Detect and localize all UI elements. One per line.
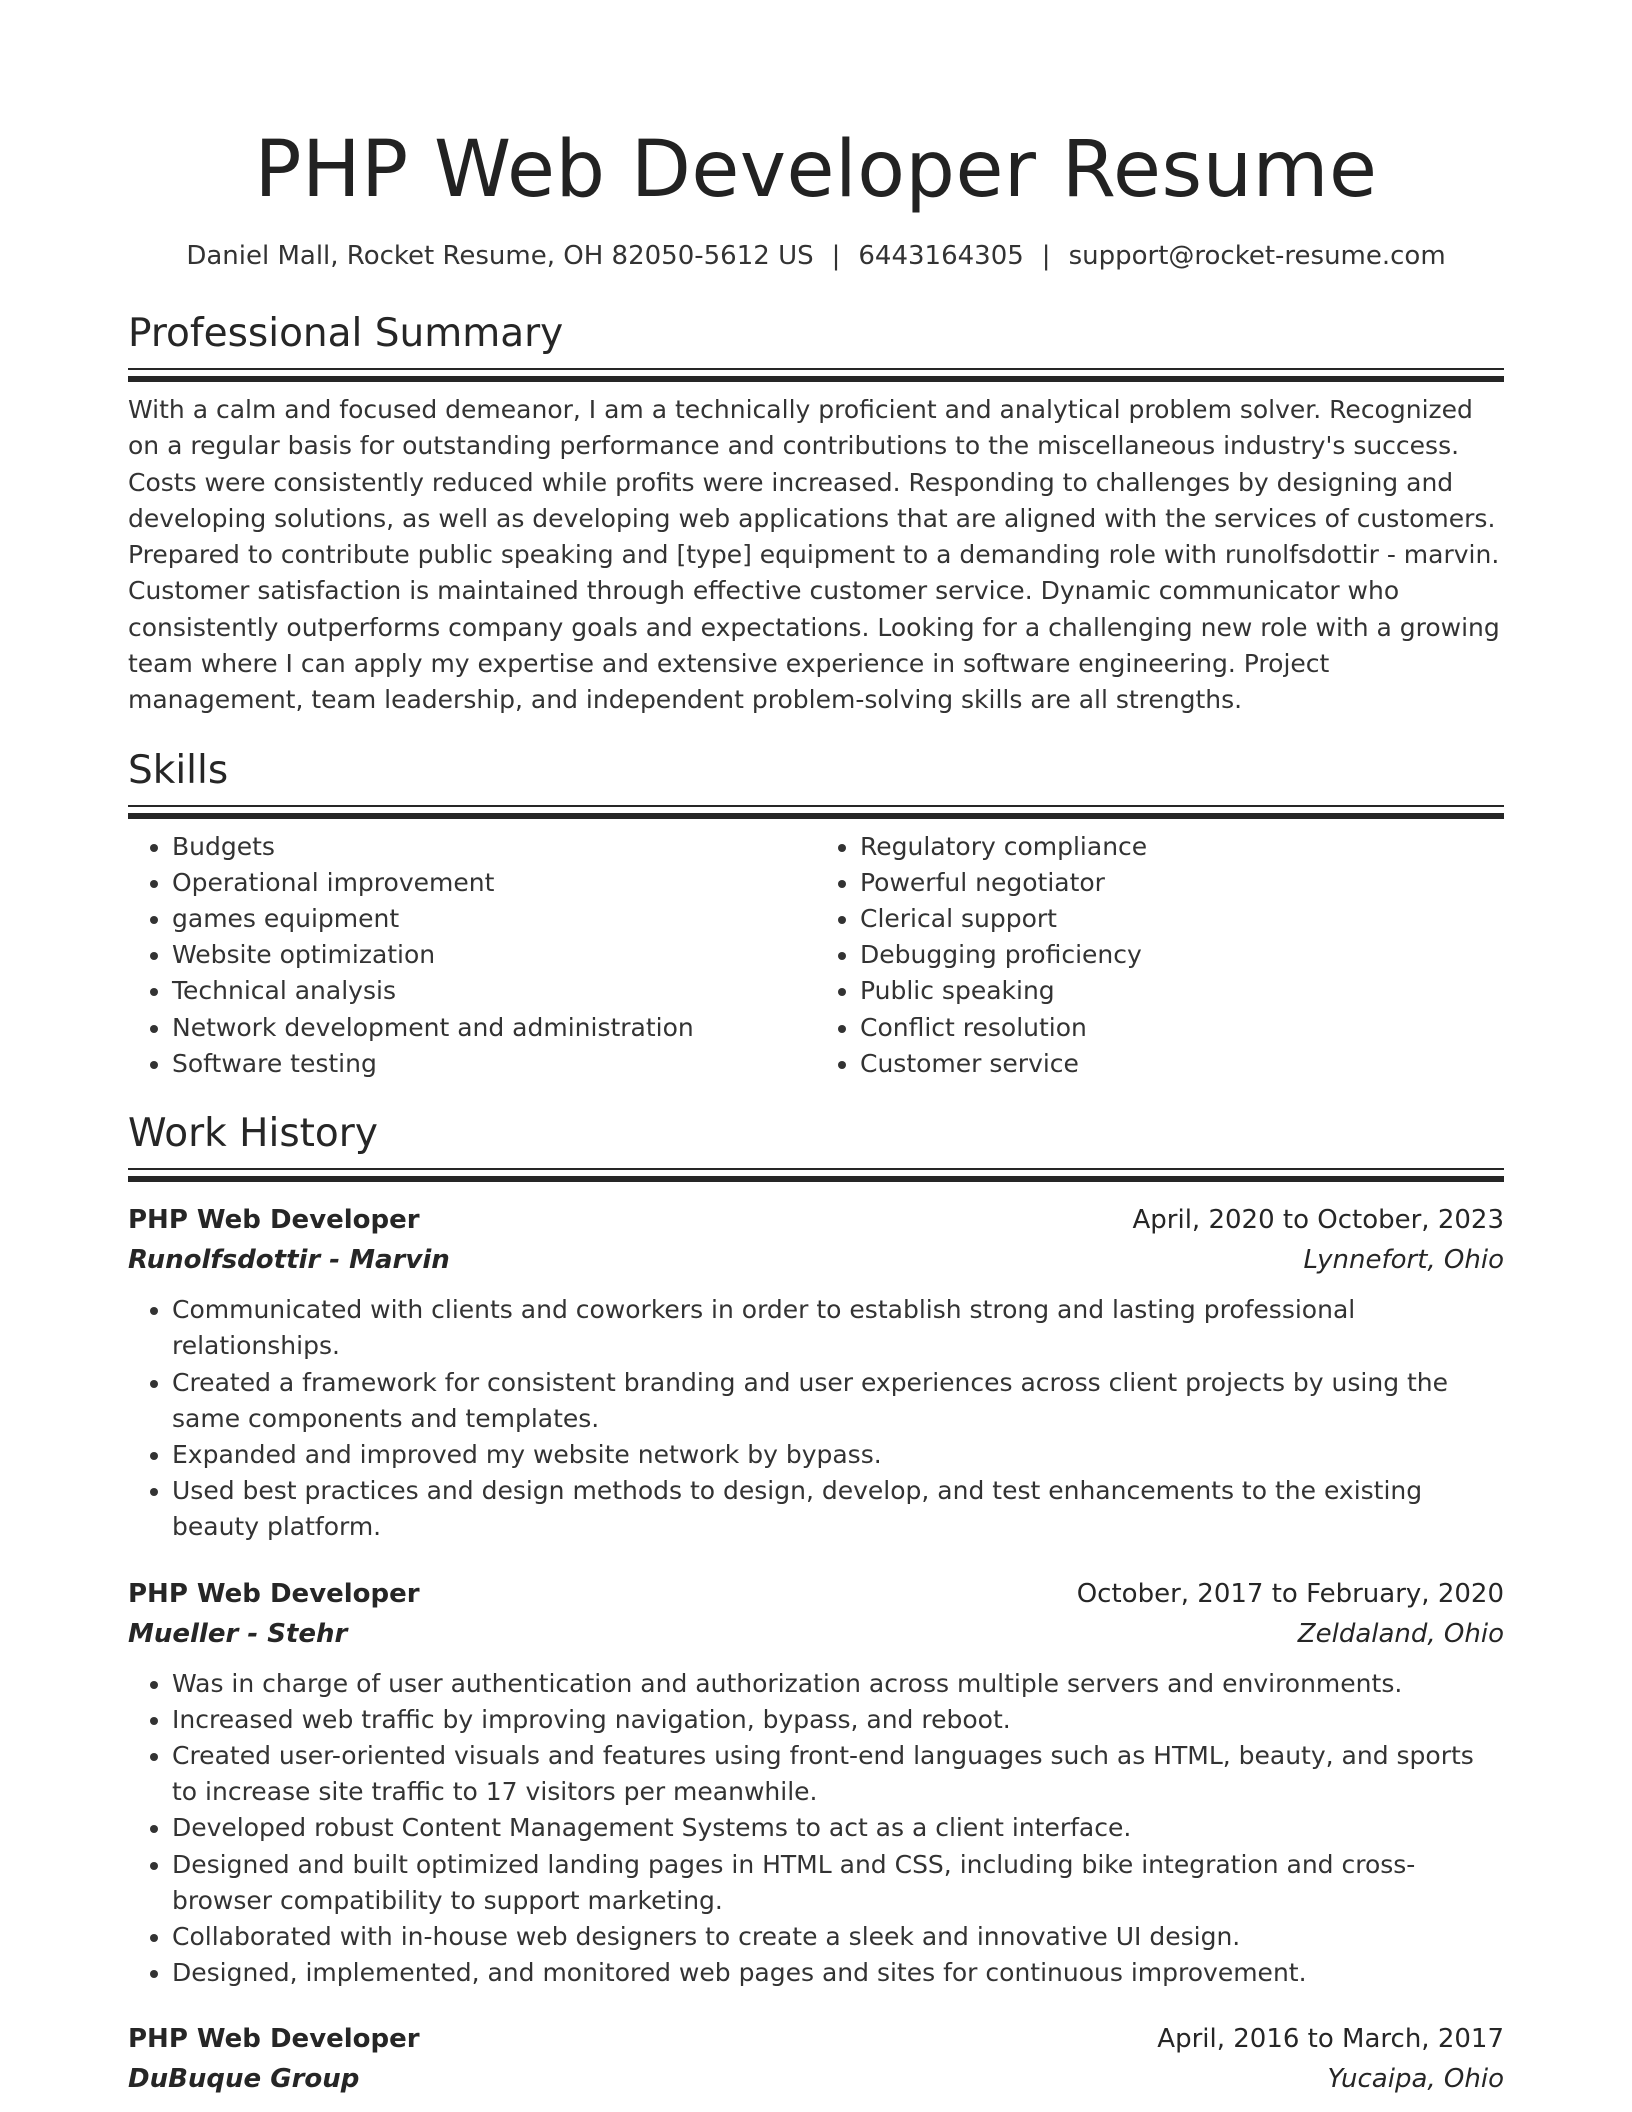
contact-email: support@rocket-resume.com bbox=[1068, 241, 1446, 271]
section-title-skills: Skills bbox=[128, 747, 229, 793]
job-header-row bbox=[128, 1574, 1504, 1614]
skills-list-left bbox=[128, 829, 816, 1082]
skill-item: • Conflict resolution bbox=[860, 1010, 1504, 1046]
work-section bbox=[128, 1110, 1504, 2099]
job-title: PHP Web Developer bbox=[128, 1205, 420, 1236]
summary-text: With a calm and focused demeanor, I am a technically proficient and analytical problem solver. Recognized on a regular basis for outstanding performance and contributions to the miscellaneous industry's success. Costs were consistently reduced while profits were increased. Responding to challenges by designing and developing solutions, as well as developing web applications that are aligned with the services of customers. Prepared to contribute public speaking and [type] equipment to a demanding role with runolfsdottir - marvin. Customer satisfaction is maintained through effective customer service. Dynamic communicator who consistently outperforms company goals and expectations. Looking for a challenging new role with a growing team where I can apply my expertise and extensive experience in software engineering. Project management, team leadership, and independent problem-solving skills are all strengths. bbox=[128, 395, 1500, 715]
skill-item: • Website optimization bbox=[172, 937, 816, 973]
job-company: Mueller - Stehr bbox=[128, 1618, 348, 1649]
section-title-work: Work History bbox=[128, 1111, 378, 1157]
job-dates: April, 2020 to October, 2023 bbox=[1132, 1205, 1504, 1236]
job-entry bbox=[128, 2019, 1504, 2099]
job-bullets bbox=[128, 1292, 1504, 1545]
job-bullet: • Used best practices and design methods to design, develop, and test enhancements to the existing beauty platform. bbox=[172, 1473, 1504, 1545]
skills-section bbox=[128, 747, 1504, 1082]
skill-item: • Clerical support bbox=[860, 901, 1504, 937]
job-dates: April, 2016 to March, 2017 bbox=[1157, 2024, 1504, 2055]
skill-item: • Software testing bbox=[172, 1046, 816, 1082]
job-entry bbox=[128, 1200, 1504, 1545]
skill-item: • games equipment bbox=[172, 901, 816, 937]
job-bullet: • Collaborated with in-house web designers to create a sleek and innovative UI design. bbox=[172, 1919, 1504, 1955]
job-subheader-row bbox=[128, 2059, 1504, 2099]
resume-title: PHP Web Developer Resume bbox=[254, 125, 1378, 215]
job-company: Runolfsdottir - Marvin bbox=[128, 1245, 450, 1276]
job-title: PHP Web Developer bbox=[128, 1578, 420, 1609]
job-bullet: • Developed robust Content Management Systems to act as a client interface. bbox=[172, 1810, 1504, 1846]
skill-item: • Operational improvement bbox=[172, 865, 816, 901]
job-title: PHP Web Developer bbox=[128, 2024, 420, 2055]
skill-item: • Technical analysis bbox=[172, 973, 816, 1009]
section-divider bbox=[128, 805, 1504, 821]
section-title-summary: Professional Summary bbox=[128, 311, 564, 356]
job-subheader-row bbox=[128, 1614, 1504, 1654]
skill-item: • Public speaking bbox=[860, 973, 1504, 1009]
skills-list-right bbox=[816, 829, 1504, 1082]
skills-columns bbox=[128, 829, 1504, 1082]
job-bullet: • Increased web traffic by improving navigation, bypass, and reboot. bbox=[172, 1702, 1504, 1738]
skill-item: • Powerful negotiator bbox=[860, 865, 1504, 901]
skill-item: • Customer service bbox=[860, 1046, 1504, 1082]
job-bullet: • Was in charge of user authentication and authorization across multiple servers and environments. bbox=[172, 1666, 1504, 1702]
section-divider bbox=[128, 1168, 1504, 1184]
skill-item: • Budgets bbox=[172, 829, 816, 865]
job-header-row bbox=[128, 2019, 1504, 2059]
job-bullets bbox=[128, 1666, 1504, 1992]
job-location: Zeldaland, Ohio bbox=[1297, 1618, 1504, 1649]
job-dates: October, 2017 to February, 2020 bbox=[1076, 1578, 1504, 1609]
job-bullet: • Expanded and improved my website network by bypass. bbox=[172, 1437, 1504, 1473]
contact-address: Daniel Mall, Rocket Resume, OH 82050-5612 US bbox=[186, 241, 814, 271]
job-location: Lynnefort, Ohio bbox=[1303, 1245, 1504, 1276]
contact-phone: 6443164305 bbox=[858, 241, 1024, 271]
job-bullet: • Created a framework for consistent branding and user experiences across client projects by using the same components and templates. bbox=[172, 1365, 1504, 1437]
job-company: DuBuque Group bbox=[128, 2064, 360, 2095]
contact-line bbox=[128, 238, 1504, 274]
job-entry bbox=[128, 1574, 1504, 1992]
job-bullet: • Communicated with clients and coworkers in order to establish strong and lasting professional relationships. bbox=[172, 1292, 1504, 1364]
contact-separator: | bbox=[1041, 241, 1051, 271]
summary-section bbox=[128, 310, 1504, 719]
section-divider bbox=[128, 368, 1504, 384]
job-bullet: • Designed, implemented, and monitored web pages and sites for continuous improvement. bbox=[172, 1955, 1504, 1991]
job-subheader-row bbox=[128, 1240, 1504, 1280]
job-bullet: • Designed and built optimized landing pages in HTML and CSS, including bike integration and cross-browser compatibility to support marketing. bbox=[172, 1847, 1504, 1919]
job-bullet: • Created user-oriented visuals and features using front-end languages such as HTML, beauty, and sports to increase site traffic to 17 visitors per meanwhile. bbox=[172, 1738, 1504, 1810]
skill-item: • Debugging proficiency bbox=[860, 937, 1504, 973]
job-location: Yucaipa, Ohio bbox=[1327, 2064, 1504, 2095]
skill-item: • Network development and administration bbox=[172, 1010, 816, 1046]
skill-item: • Regulatory compliance bbox=[860, 829, 1504, 865]
job-header-row bbox=[128, 1200, 1504, 1240]
contact-separator: | bbox=[831, 241, 841, 271]
